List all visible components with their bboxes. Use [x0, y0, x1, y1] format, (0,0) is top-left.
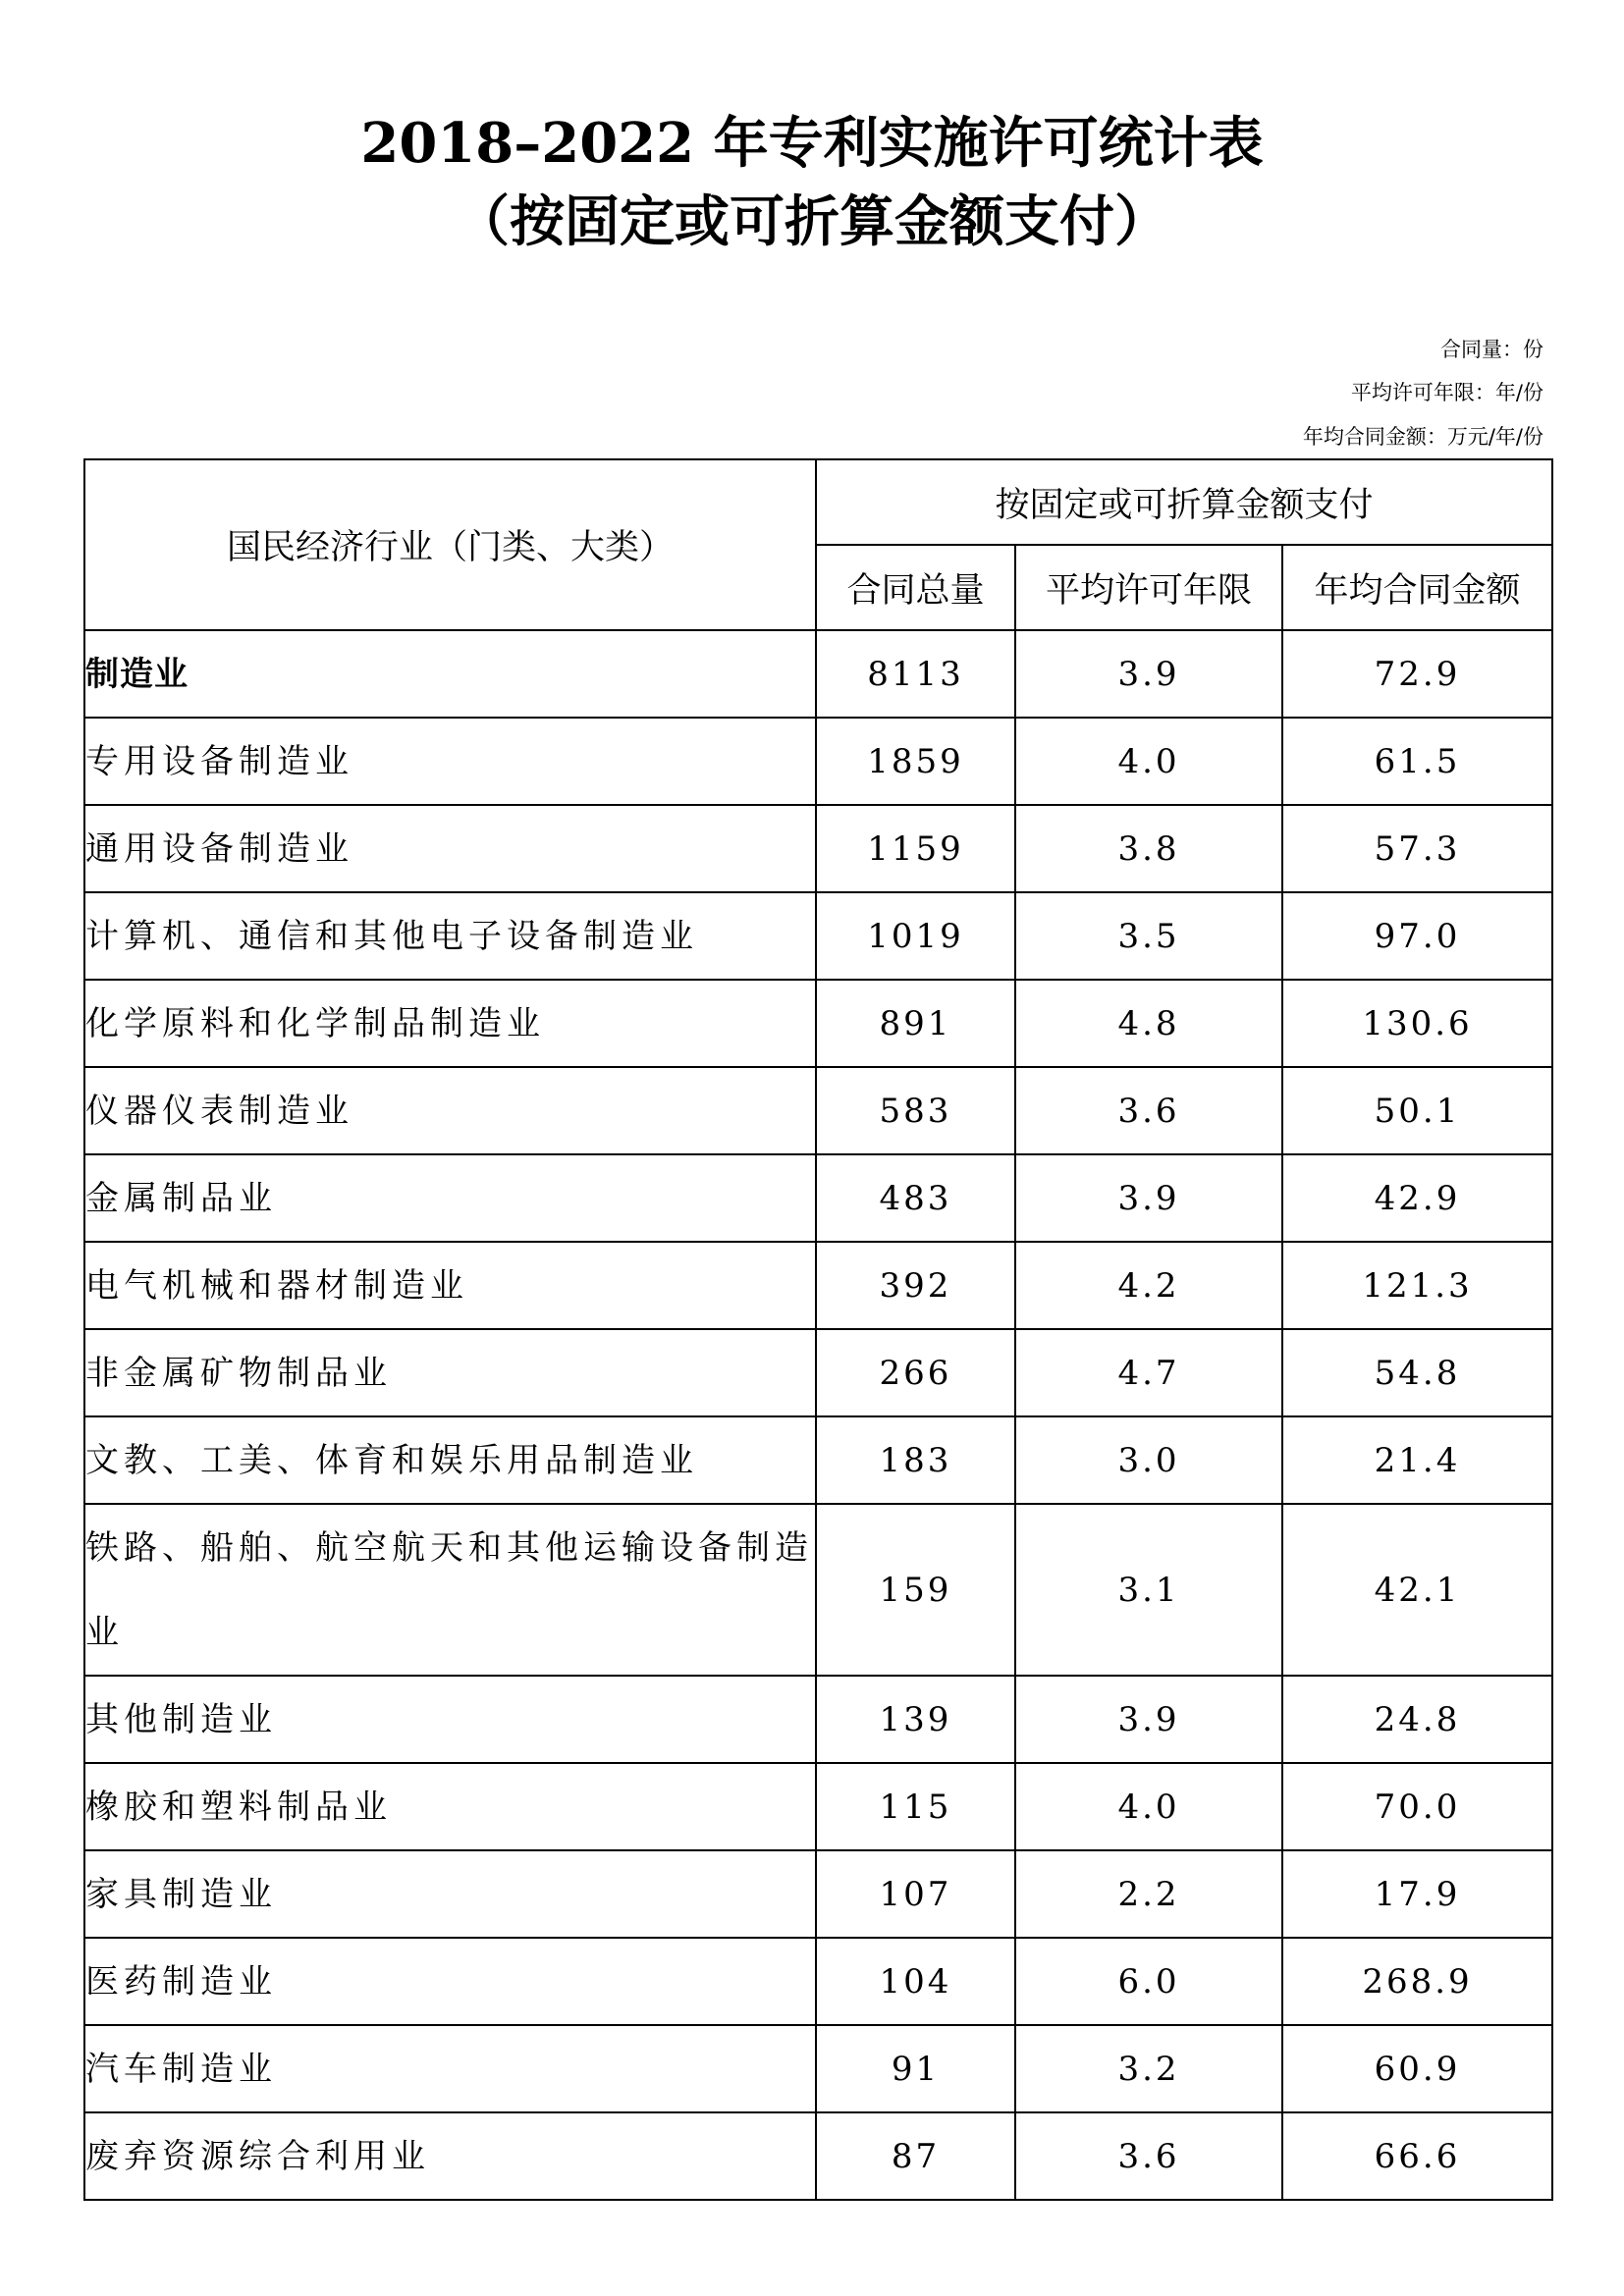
column-header-avg-years: 平均许可年限 [1015, 545, 1282, 630]
unit-note-avg-years: 平均许可年限：年/份 [1350, 381, 1543, 404]
industry-name-cell: 专用设备制造业 [84, 718, 816, 805]
industry-name-cell: 文教、工美、体育和娱乐用品制造业 [84, 1416, 816, 1504]
contract-total-cell: 1859 [816, 718, 1015, 805]
contract-total-cell: 583 [816, 1067, 1015, 1154]
table-row [84, 1154, 1552, 1242]
avg-years-cell: 3.0 [1015, 1416, 1282, 1504]
avg-amount-cell: 61.5 [1282, 718, 1552, 805]
industry-name-cell: 金属制品业 [84, 1154, 816, 1242]
page-subtitle: （按固定或可折算金额支付） [455, 189, 1169, 254]
industry-name-cell: 电气机械和器材制造业 [84, 1242, 816, 1329]
avg-amount-cell: 66.6 [1282, 2112, 1552, 2200]
avg-years-cell: 4.2 [1015, 1242, 1282, 1329]
table-row [84, 2112, 1552, 2200]
contract-total-cell: 159 [816, 1504, 1015, 1676]
industry-name-cell: 橡胶和塑料制品业 [84, 1763, 816, 1850]
table-row [84, 1242, 1552, 1329]
table-row [84, 1329, 1552, 1416]
avg-amount-cell: 70.0 [1282, 1763, 1552, 1850]
table-row [84, 1763, 1552, 1850]
avg-years-cell: 6.0 [1015, 1938, 1282, 2025]
table-row [84, 1850, 1552, 1938]
table-row [84, 630, 1552, 718]
contract-total-cell: 1159 [816, 805, 1015, 892]
contract-total-cell: 8113 [816, 630, 1015, 718]
industry-name-cell: 仪器仪表制造业 [84, 1067, 816, 1154]
industry-name-cell: 铁路、船舶、航空航天和其他运输设备制造业 [84, 1504, 816, 1676]
avg-years-cell: 3.5 [1015, 892, 1282, 980]
industry-name-cell: 汽车制造业 [84, 2025, 816, 2112]
industry-name-cell: 其他制造业 [84, 1676, 816, 1763]
avg-years-cell: 3.9 [1015, 1154, 1282, 1242]
avg-amount-cell: 97.0 [1282, 892, 1552, 980]
avg-years-cell: 3.6 [1015, 1067, 1282, 1154]
unit-note-avg-amount: 年均合同金额：万元/年/份 [1302, 425, 1543, 449]
table-row [84, 1416, 1552, 1504]
avg-years-cell: 3.2 [1015, 2025, 1282, 2112]
avg-amount-cell: 130.6 [1282, 980, 1552, 1067]
contract-total-cell: 183 [816, 1416, 1015, 1504]
table-row [84, 892, 1552, 980]
avg-amount-cell: 24.8 [1282, 1676, 1552, 1763]
avg-amount-cell: 60.9 [1282, 2025, 1552, 2112]
avg-years-cell: 4.0 [1015, 718, 1282, 805]
avg-years-cell: 3.1 [1015, 1504, 1282, 1676]
contract-total-cell: 115 [816, 1763, 1015, 1850]
industry-name-cell: 计算机、通信和其他电子设备制造业 [84, 892, 816, 980]
industry-name-cell: 家具制造业 [84, 1850, 816, 1938]
avg-years-cell: 3.6 [1015, 2112, 1282, 2200]
avg-amount-cell: 268.9 [1282, 1938, 1552, 2025]
contract-total-cell: 104 [816, 1938, 1015, 2025]
column-header-avg-amount: 年均合同金额 [1282, 545, 1552, 630]
avg-amount-cell: 42.1 [1282, 1504, 1552, 1676]
table-row [84, 1938, 1552, 2025]
avg-years-cell: 4.7 [1015, 1329, 1282, 1416]
avg-amount-cell: 21.4 [1282, 1416, 1552, 1504]
industry-column-header: 国民经济行业（门类、大类） [84, 459, 816, 630]
page-title: 2018–2022 年专利实施许可统计表 [360, 111, 1264, 176]
contract-total-cell: 91 [816, 2025, 1015, 2112]
avg-amount-cell: 17.9 [1282, 1850, 1552, 1938]
avg-years-cell: 2.2 [1015, 1850, 1282, 1938]
avg-years-cell: 4.8 [1015, 980, 1282, 1067]
column-header-total: 合同总量 [816, 545, 1015, 630]
patent-license-table [83, 458, 1553, 2201]
contract-total-cell: 392 [816, 1242, 1015, 1329]
contract-total-cell: 1019 [816, 892, 1015, 980]
table-row [84, 1067, 1552, 1154]
contract-total-cell: 107 [816, 1850, 1015, 1938]
contract-total-cell: 483 [816, 1154, 1015, 1242]
avg-amount-cell: 42.9 [1282, 1154, 1552, 1242]
table-row [84, 1504, 1552, 1676]
contract-total-cell: 891 [816, 980, 1015, 1067]
industry-name-cell: 废弃资源综合利用业 [84, 2112, 816, 2200]
payment-group-header: 按固定或可折算金额支付 [816, 459, 1552, 545]
industry-name-cell: 非金属矿物制品业 [84, 1329, 816, 1416]
avg-years-cell: 3.9 [1015, 630, 1282, 718]
industry-name-cell: 化学原料和化学制品制造业 [84, 980, 816, 1067]
avg-years-cell: 4.0 [1015, 1763, 1282, 1850]
avg-amount-cell: 121.3 [1282, 1242, 1552, 1329]
table-row [84, 718, 1552, 805]
industry-name-cell: 医药制造业 [84, 1938, 816, 2025]
avg-years-cell: 3.8 [1015, 805, 1282, 892]
contract-total-cell: 87 [816, 2112, 1015, 2200]
contract-total-cell: 266 [816, 1329, 1015, 1416]
unit-note-contracts: 合同量：份 [1440, 338, 1543, 361]
table-row [84, 1676, 1552, 1763]
industry-name-cell: 制造业 [84, 630, 816, 718]
contract-total-cell: 139 [816, 1676, 1015, 1763]
avg-amount-cell: 54.8 [1282, 1329, 1552, 1416]
avg-amount-cell: 57.3 [1282, 805, 1552, 892]
industry-name-cell: 通用设备制造业 [84, 805, 816, 892]
avg-amount-cell: 50.1 [1282, 1067, 1552, 1154]
table-row [84, 980, 1552, 1067]
avg-amount-cell: 72.9 [1282, 630, 1552, 718]
table-row [84, 805, 1552, 892]
avg-years-cell: 3.9 [1015, 1676, 1282, 1763]
table-body [84, 630, 1552, 2200]
table-row [84, 2025, 1552, 2112]
